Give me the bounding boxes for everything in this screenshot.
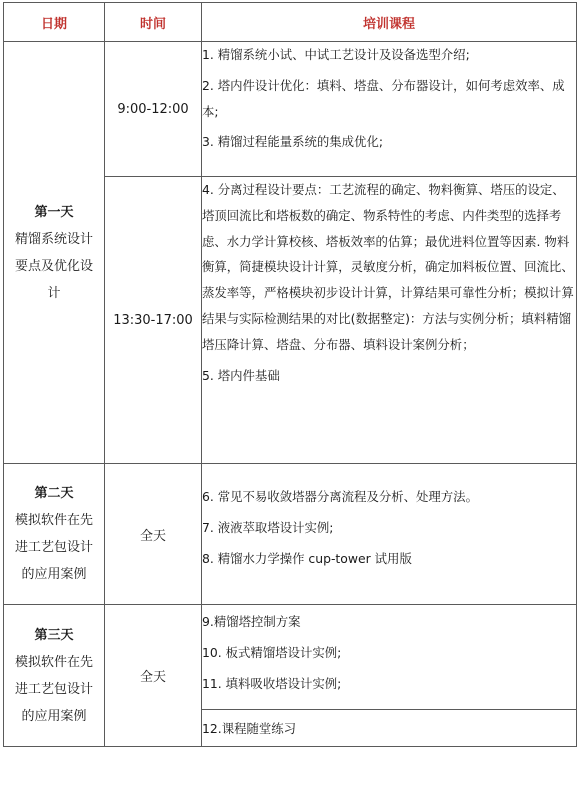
day1-description: 精馏系统设计要点及优化设计: [14, 231, 93, 301]
day2-row: [4, 464, 577, 605]
course-item: 4. 分离过程设计要点：工艺流程的确定、物料衡算、塔压的设定、塔顶回流比和塔板数的确定、物系特性的考虑、内件类型的选择考虑、水力学计算校核、塔板效率的估算；最优进料位置等因素. 物料衡算，简捷模块设计计算，灵敏度分析，确定加料板位置、回流比、蒸发率等，严格模块初步设计计算，计算结果可靠性分析；模拟计算结果与实际检测结果的对比(数据整定)：方法与实例分析；填料精馏塔压降计算、塔盘、分布器、填料设计案例分析；: [202, 182, 574, 352]
header-date: 日期: [4, 3, 105, 42]
header-time: 时间: [105, 3, 202, 42]
day2-description: 模拟软件在先进工艺包设计的应用案例: [14, 513, 93, 582]
day1-date-cell: [4, 42, 105, 464]
day1-afternoon-courses: [202, 177, 577, 464]
day1-afternoon-time: 13:30-17:00: [105, 177, 202, 464]
course-item: 3. 精馏过程能量系统的集成优化;: [202, 134, 384, 150]
course-item: 6. 常见不易收敛塔器分离流程及分析、处理方法。: [202, 489, 478, 504]
training-schedule-table: [3, 2, 577, 747]
course-item: 5. 塔内件基础: [202, 367, 280, 383]
day3-practice: 12.课程随堂练习: [202, 710, 577, 747]
day2-date-cell: [4, 464, 105, 605]
course-item: 9.精馏塔控制方案: [202, 614, 301, 629]
course-item: 2. 塔内件设计优化：填料、塔盘、分布器设计，如何考虑效率、成本;: [202, 77, 565, 119]
day3-description: 模拟软件在先进工艺包设计的应用案例: [14, 654, 93, 724]
course-item: 10. 板式精馏塔设计实例;: [202, 644, 342, 660]
course-item: 1. 精馏系统小试、中试工艺设计及设备选型介绍;: [202, 47, 470, 62]
day3-row: [4, 605, 577, 710]
day3-label: 第三天: [34, 627, 74, 643]
day1-label: 第一天: [34, 204, 74, 220]
day1-morning-row: [4, 42, 577, 177]
day3-courses: [202, 605, 577, 710]
day2-label: 第二天: [34, 486, 74, 501]
header-row: [4, 3, 577, 42]
day2-time: 全天: [105, 464, 202, 605]
day1-morning-time: 9:00-12:00: [105, 42, 202, 177]
day2-courses: [202, 464, 577, 605]
course-item: 7. 液液萃取塔设计实例;: [202, 519, 334, 535]
course-item: 8. 精馏水力学操作 cup-tower 试用版: [202, 550, 412, 566]
day1-morning-courses: [202, 42, 577, 177]
course-item: 11. 填料吸收塔设计实例;: [202, 675, 342, 691]
day3-date-cell: [4, 605, 105, 747]
day3-time: 全天: [105, 605, 202, 747]
header-course: 培训课程: [202, 3, 577, 42]
